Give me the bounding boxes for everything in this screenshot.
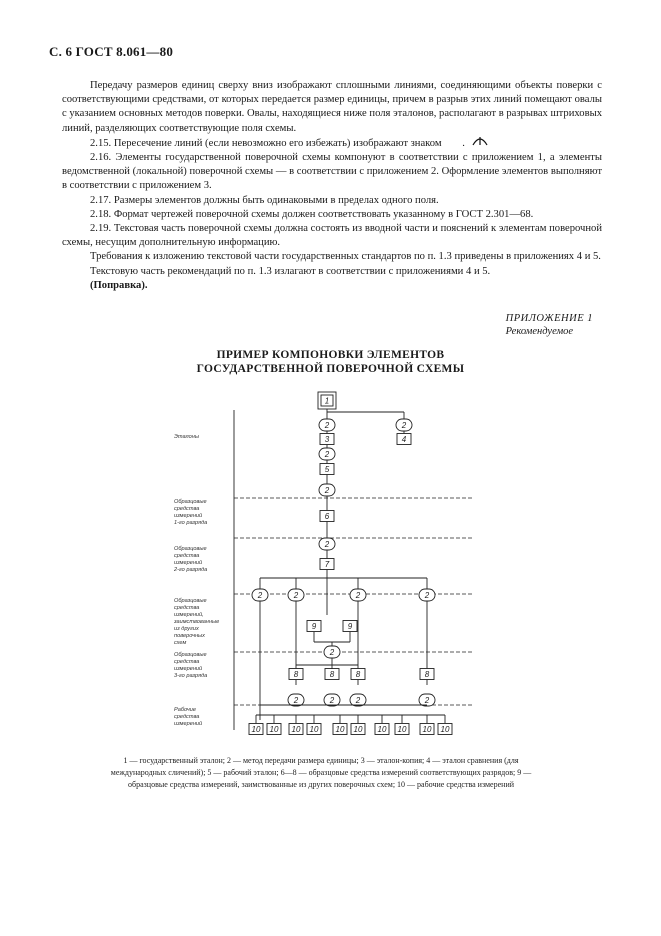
field-label: схем (174, 640, 187, 646)
diagram-legend: 1 — государственный эталон; 2 — метод передачи размера единицы; 3 — эталон-копия; 4 — эталон сравнения (для международных сличений); 5 — рабочий эталон; 6—8 — образцовые средства измерений соответствующих разрядов; 9 — образцовые средства измерений, заимствованные из других поверочных схем; 10 — рабочие средства измерений (110, 756, 532, 789)
working-instrument-box-label: 10 (422, 725, 432, 734)
third-rank-box-label: 8 (355, 670, 361, 679)
paragraph: Передачу размеров единиц сверху вниз изображают сплошными линиями, соединяющими объекты поверки с соответствующими средствами, от которых передается размер единицы, причем в разрыв этих линий помещают овалы с указанием основных методов поверки. Овалы, находящиеся ниже поля эталонов, располагают в разрывах штриховых линий, разделяющих соответствующие поля схемы. (62, 80, 602, 134)
field-label: поверочных (174, 633, 205, 639)
body-text (62, 79, 602, 293)
paragraph: 2.17. Размеры элементов должны быть одинаковыми в пределах одного поля. (90, 194, 439, 206)
method-oval-label: 2 (324, 450, 330, 459)
appendix-title: ПРИЛОЖЕНИЕ 1 (505, 313, 593, 324)
field-label: 1-го разряда (174, 520, 208, 526)
copy-box-label: 3 (324, 435, 330, 444)
field-label: средства (174, 605, 200, 611)
line-crossing-icon (444, 136, 462, 151)
method-oval-label: 2 (293, 696, 299, 705)
correction-note: (Поправка). (90, 279, 148, 291)
paragraph: 2.16. Элементы государственной поверочной схемы компонуют в соответствии с приложением 1, а элементы ведомственной (локальной) поверочной схемы — в соответствии с приложением 2. Оформление элементов выполняют в соответствии с приложением 3. (62, 152, 602, 192)
paragraph: 2.19. Текстовая часть поверочной схемы должна состоять из вводной части и пояснений к элементам поверочной схемы, несущим дополнительную информацию. (62, 223, 602, 249)
page-header: С. 6 ГОСТ 8.061—80 (49, 44, 174, 59)
method-oval-label: 2 (355, 591, 361, 600)
working-instrument-box-label: 10 (377, 725, 387, 734)
field-label: Образцовые (174, 499, 207, 505)
paragraph-2-15: 2.15. Пересечение линий (если невозможно его избежать) изображают знаком . (62, 136, 602, 151)
method-oval-label: 2 (324, 540, 330, 549)
method-oval-label: 2 (355, 696, 361, 705)
borrowed-box-label: 9 (311, 622, 317, 631)
field-label: заимствованные (174, 619, 220, 625)
working-instrument-box-label: 10 (353, 725, 363, 734)
field-label: средства (174, 553, 200, 559)
first-rank-box-label: 6 (324, 512, 330, 521)
working-instrument-box-label: 10 (440, 725, 450, 734)
field-label: измерений (174, 513, 203, 519)
method-oval-label: 2 (424, 591, 430, 600)
comparison-box-label: 4 (401, 435, 407, 444)
method-oval-label: 2 (401, 421, 407, 430)
working-instrument-box-label: 10 (269, 725, 279, 734)
field-label: средства (174, 659, 200, 665)
borrowed-box-label: 9 (347, 622, 353, 631)
working-instrument-box-label: 10 (309, 725, 319, 734)
third-rank-box-label: 8 (424, 670, 430, 679)
method-oval-label: 2 (324, 421, 330, 430)
field-label: измерений (174, 666, 203, 672)
paragraph: Текстовую часть рекомендаций по п. 1.3 излагают в соответствии с приложениями 4 и 5. (90, 265, 491, 277)
method-oval-label: 2 (324, 486, 330, 495)
field-label: 3-го разряда (174, 673, 208, 679)
method-oval-label: 2 (257, 591, 263, 600)
field-label: измерений (174, 560, 203, 566)
paragraph: Требования к изложению текстовой части государственных стандартов по п. 1.3 приведены в приложениях 4 и 5. (90, 251, 601, 263)
field-label: средства (174, 506, 200, 512)
third-rank-box-label: 8 (293, 670, 299, 679)
diagram-title: ПРИМЕР КОМПОНОВКИ ЭЛЕМЕНТОВ ГОСУДАРСТВЕННОЙ ПОВЕРОЧНОЙ СХЕМЫ (196, 349, 465, 375)
method-oval-label: 2 (293, 591, 299, 600)
field-label: Образцовые (174, 598, 207, 604)
working-instrument-box-label: 10 (335, 725, 345, 734)
field-label: Образцовые (174, 652, 207, 658)
appendix-note: Рекомендуемое (505, 326, 574, 337)
field-label: Рабочие (174, 707, 196, 713)
working-instrument-box-label: 10 (251, 725, 261, 734)
field-label: Эталоны (174, 434, 199, 440)
standard-box-label: 1 (324, 396, 330, 406)
second-rank-box-label: 7 (324, 560, 330, 569)
working-instrument-box-label: 10 (397, 725, 407, 734)
method-oval-label: 2 (329, 648, 335, 657)
field-label: средства (174, 714, 200, 720)
paragraph: 2.18. Формат чертежей поверочной схемы должен соответствовать указанному в ГОСТ 2.301—68. (90, 208, 534, 220)
field-label: Образцовые (174, 546, 207, 552)
method-oval-label: 2 (329, 696, 335, 705)
field-label: измерений (174, 721, 203, 727)
verification-scheme-diagram (172, 390, 482, 750)
field-label: 2-го разряда (174, 567, 208, 573)
working-instrument-box-label: 10 (291, 725, 301, 734)
field-label: из других (174, 626, 199, 632)
field-label: измерений, (174, 612, 204, 618)
method-oval-label: 2 (424, 696, 430, 705)
working-std-box-label: 5 (324, 465, 330, 474)
appendix-label (506, 312, 593, 338)
third-rank-box-label: 8 (329, 670, 335, 679)
